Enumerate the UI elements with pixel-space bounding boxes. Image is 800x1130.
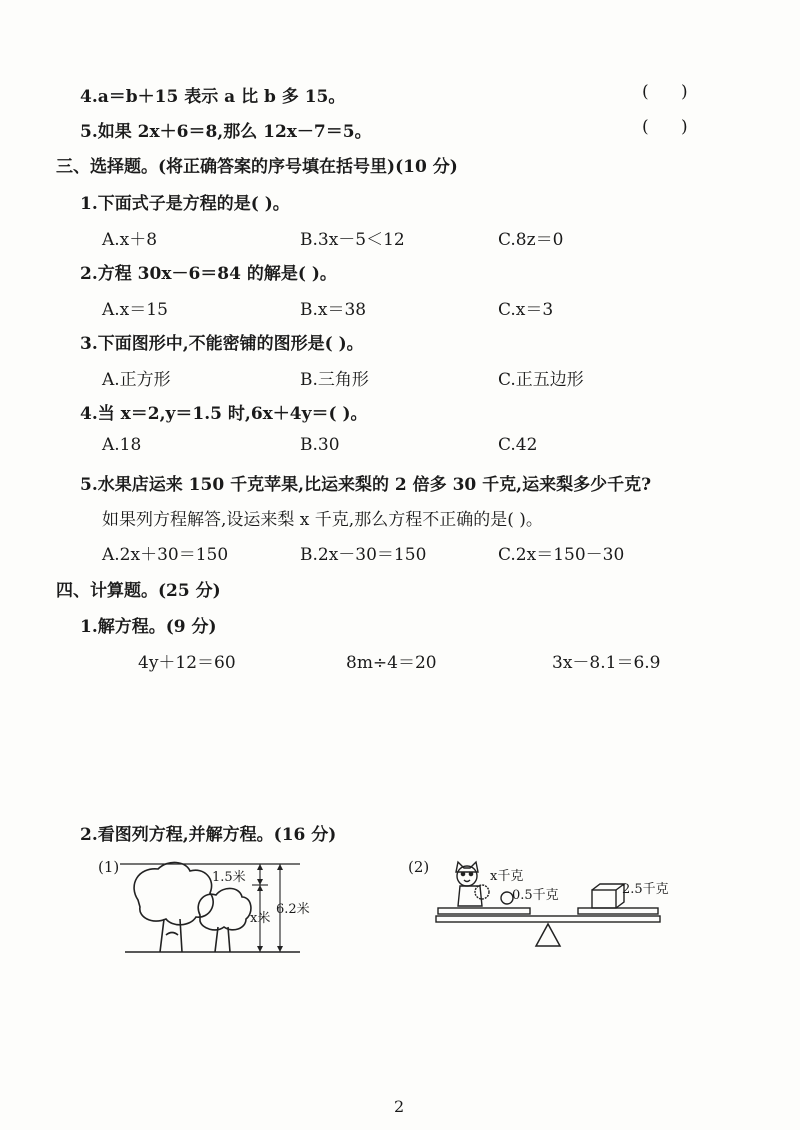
option-c[interactable]: C.42 <box>498 435 538 455</box>
answer-paren[interactable]: ( ) <box>642 82 688 102</box>
figure-2-balance <box>432 858 672 953</box>
equation: 3x－8.1＝6.9 <box>552 653 661 673</box>
judge-question-5: 5.如果 2x＋6＝8,那么 12x－7＝5。 <box>80 122 372 142</box>
option-c[interactable]: C.x＝3 <box>498 300 554 320</box>
cat-weight-label: x千克 <box>490 869 524 884</box>
option-b[interactable]: B.30 <box>300 435 340 455</box>
equation: 4y＋12＝60 <box>138 653 236 673</box>
choice-question-2: 2.方程 30x－6＝84 的解是( )。 <box>80 264 337 284</box>
figure-2-label: (2) <box>408 858 430 876</box>
page-number: 2 <box>394 1097 405 1116</box>
option-a[interactable]: A.正方形 <box>102 370 171 390</box>
figure-1-label: (1) <box>98 858 120 876</box>
option-b[interactable]: B.x＝38 <box>300 300 367 320</box>
choice-question-5: 5.水果店运来 150 千克苹果,比运来梨的 2 倍多 30 千克,运来梨多少千克? <box>80 475 652 495</box>
figure-1-top-length: 1.5米 <box>212 870 246 885</box>
choice-question-5-line2: 如果列方程解答,设运来梨 x 千克,那么方程不正确的是( )。 <box>102 510 543 530</box>
option-b[interactable]: B.3x－5＜12 <box>300 230 405 250</box>
option-c[interactable]: C.2x＝150－30 <box>498 545 625 565</box>
figure-1-x-length: x米 <box>250 911 271 926</box>
option-a[interactable]: A.x＋8 <box>102 230 158 250</box>
ball-weight-label: 0.5千克 <box>512 888 559 903</box>
cat-icon <box>456 862 489 906</box>
calc-question-1: 1.解方程。(9 分) <box>80 617 217 637</box>
option-c[interactable]: C.正五边形 <box>498 370 584 390</box>
option-a[interactable]: A.2x＋30＝150 <box>102 545 229 565</box>
option-b[interactable]: B.2x－30＝150 <box>300 545 427 565</box>
calc-question-2: 2.看图列方程,并解方程。(16 分) <box>80 825 337 845</box>
box-icon <box>592 884 624 908</box>
option-b[interactable]: B.三角形 <box>300 370 369 390</box>
box-weight-label: 2.5千克 <box>622 882 669 897</box>
answer-paren[interactable]: ( ) <box>642 117 688 137</box>
choice-question-3: 3.下面图形中,不能密铺的图形是( )。 <box>80 334 364 354</box>
choice-question-1: 1.下面式子是方程的是( )。 <box>80 194 290 214</box>
figure-1-total-length: 6.2米 <box>276 902 310 917</box>
section-title-calc: 四、计算题。(25 分) <box>56 581 221 601</box>
option-a[interactable]: A.x＝15 <box>102 300 168 320</box>
option-c[interactable]: C.8z＝0 <box>498 230 564 250</box>
equation: 8m÷4＝20 <box>346 653 437 673</box>
option-a[interactable]: A.18 <box>102 435 142 455</box>
judge-question-4: 4.a＝b＋15 表示 a 比 b 多 15。 <box>80 87 346 107</box>
section-title-choice: 三、选择题。(将正确答案的序号填在括号里)(10 分) <box>56 157 458 177</box>
choice-question-4: 4.当 x＝2,y＝1.5 时,6x＋4y＝( )。 <box>80 404 368 424</box>
